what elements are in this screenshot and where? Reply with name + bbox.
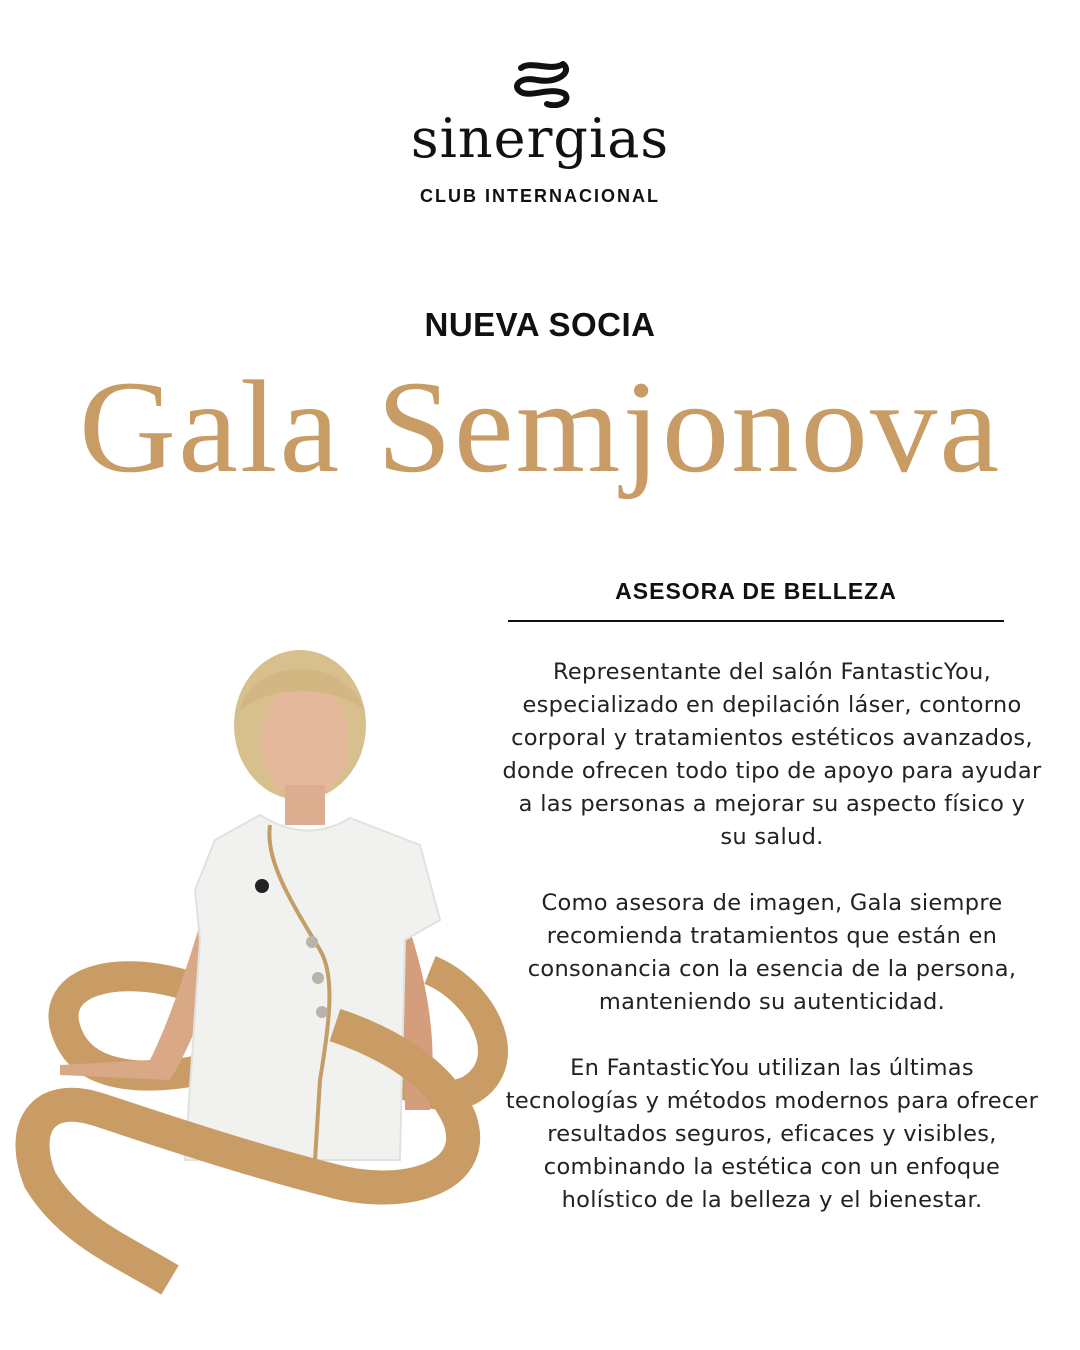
member-name: Gala Semjonova <box>78 353 1002 500</box>
brand-tagline: CLUB INTERNACIONAL <box>420 186 660 206</box>
member-role: ASESORA DE BELLEZA <box>615 578 897 604</box>
page-kicker: NUEVA SOCIA <box>424 306 656 343</box>
divider <box>508 620 1004 622</box>
member-description <box>502 656 1042 1250</box>
swirl-mark-icon <box>507 58 573 108</box>
description-paragraph: Como asesora de imagen, Gala siempre recomienda tratamientos que están en consonancia con la esencia de la persona, manteniendo su autenticidad. <box>527 890 1017 1015</box>
brand-wordmark: sinergias <box>410 107 670 170</box>
member-photo <box>0 640 520 1320</box>
description-paragraph: Representante del salón FantasticYou, especializado en depilación láser, contorno corporal y tratamientos estéticos avanzados, donde ofrecen todo tipo de apoyo para ayudar a las personas a mejorar su aspecto físico y su salud. <box>502 659 1042 850</box>
description-paragraph: En FantasticYou utilizan las últimas tecnologías y métodos modernos para ofrecer resultados seguros, eficaces y visibles, combinando la estética con un enfoque holístico de la belleza y el bienestar. <box>505 1055 1039 1213</box>
